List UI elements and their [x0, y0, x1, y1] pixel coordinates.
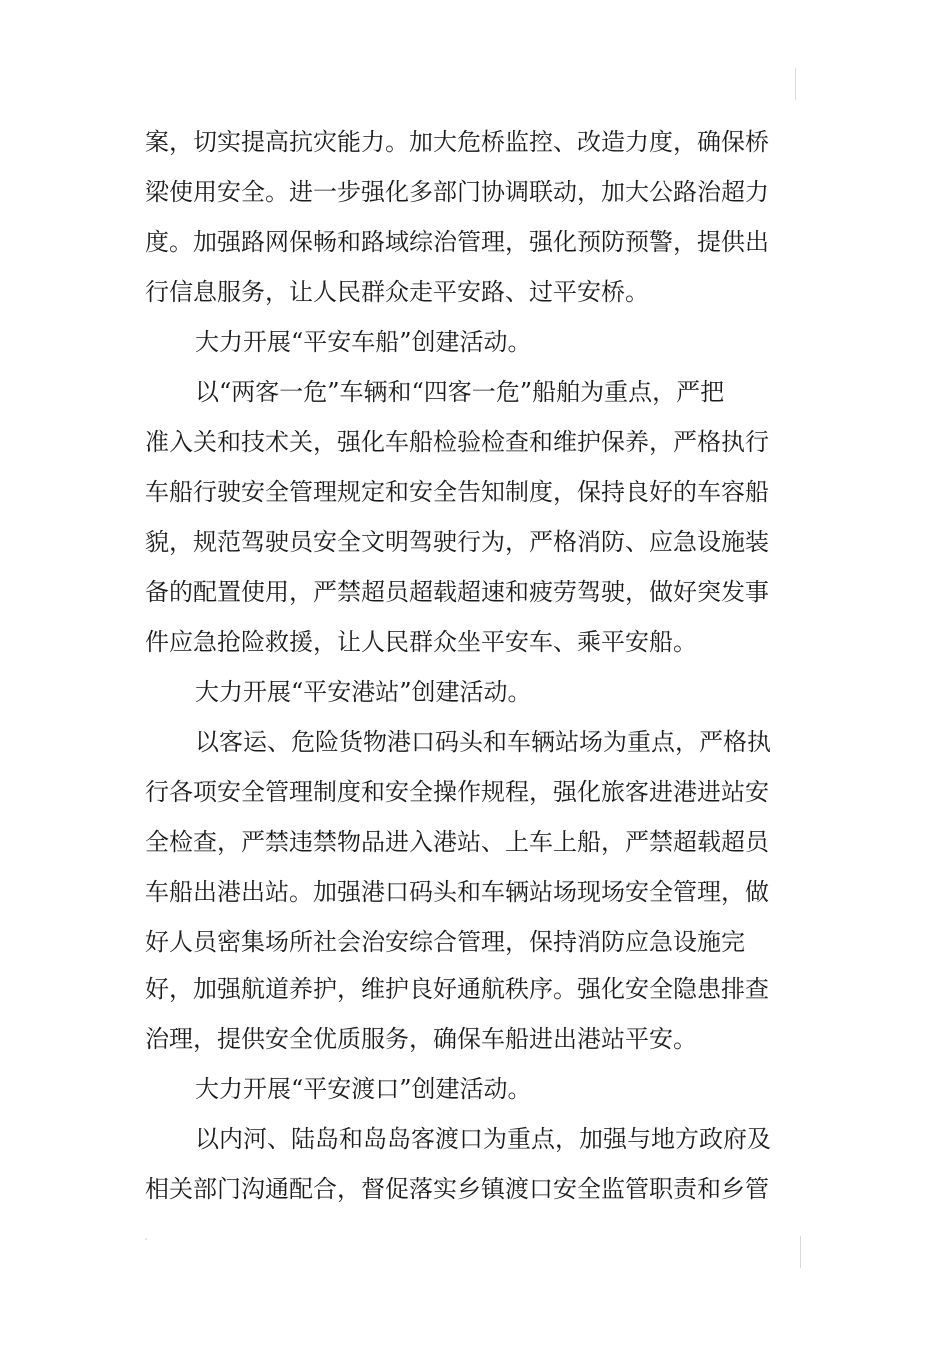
text-line: 件应急抢险救援，让人民群众坐平安车、乘平安船。: [145, 628, 697, 656]
section-heading: 大力开展“平安港站”创建活动。: [195, 678, 532, 706]
text-line: 准入关和技术关，强化车船检验检查和维护保养，严格执行: [145, 428, 769, 456]
text-line: 行各项安全管理制度和安全操作规程，强化旅客进港进站安: [145, 778, 769, 806]
section-heading: 大力开展“平安渡口”创建活动。: [195, 1075, 532, 1103]
text-line: 貌，规范驾驶员安全文明驾驶行为，严格消防、应急设施装: [145, 528, 769, 556]
text-line: 案，切实提高抗灾能力。加大危桥监控、改造力度，确保桥: [145, 128, 769, 156]
page-speck: [145, 1238, 147, 1240]
text-line: 好人员密集场所社会治安综合管理，保持消防应急设施完: [145, 928, 745, 956]
text-line: 备的配置使用，严禁超员超载超速和疲劳驾驶，做好突发事: [145, 578, 769, 606]
text-line: 治理，提供安全优质服务，确保车船进出港站平安。: [145, 1025, 697, 1053]
text-line: 行信息服务，让人民群众走平安路、过平安桥。: [145, 278, 649, 306]
text-line: 以内河、陆岛和岛岛客渡口为重点，加强与地方政府及: [195, 1125, 771, 1153]
text-line: 度。加强路网保畅和路域综治管理，强化预防预警，提供出: [145, 228, 769, 256]
page-edge-mark-top: [795, 68, 796, 100]
text-line: 以“两客一危”车辆和“四客一危”船舶为重点，严把: [195, 378, 725, 406]
page-edge-mark-bottom: [800, 1236, 801, 1268]
text-line: 好，加强航道养护，维护良好通航秩序。强化安全隐患排查: [145, 975, 769, 1003]
text-line: 全检查，严禁违禁物品进入港站、上车上船，严禁超载超员: [145, 828, 769, 856]
text-line: 车船出港出站。加强港口码头和车辆站场现场安全管理，做: [145, 878, 769, 906]
section-heading: 大力开展“平安车船”创建活动。: [195, 328, 532, 356]
text-line: 车船行驶安全管理规定和安全告知制度，保持良好的车容船: [145, 478, 769, 506]
text-line: 梁使用安全。进一步强化多部门协调联动，加大公路治超力: [145, 178, 769, 206]
text-line: 以客运、危险货物港口码头和车辆站场为重点，严格执: [195, 728, 771, 756]
text-line: 相关部门沟通配合，督促落实乡镇渡口安全监管职责和乡管: [145, 1175, 769, 1203]
